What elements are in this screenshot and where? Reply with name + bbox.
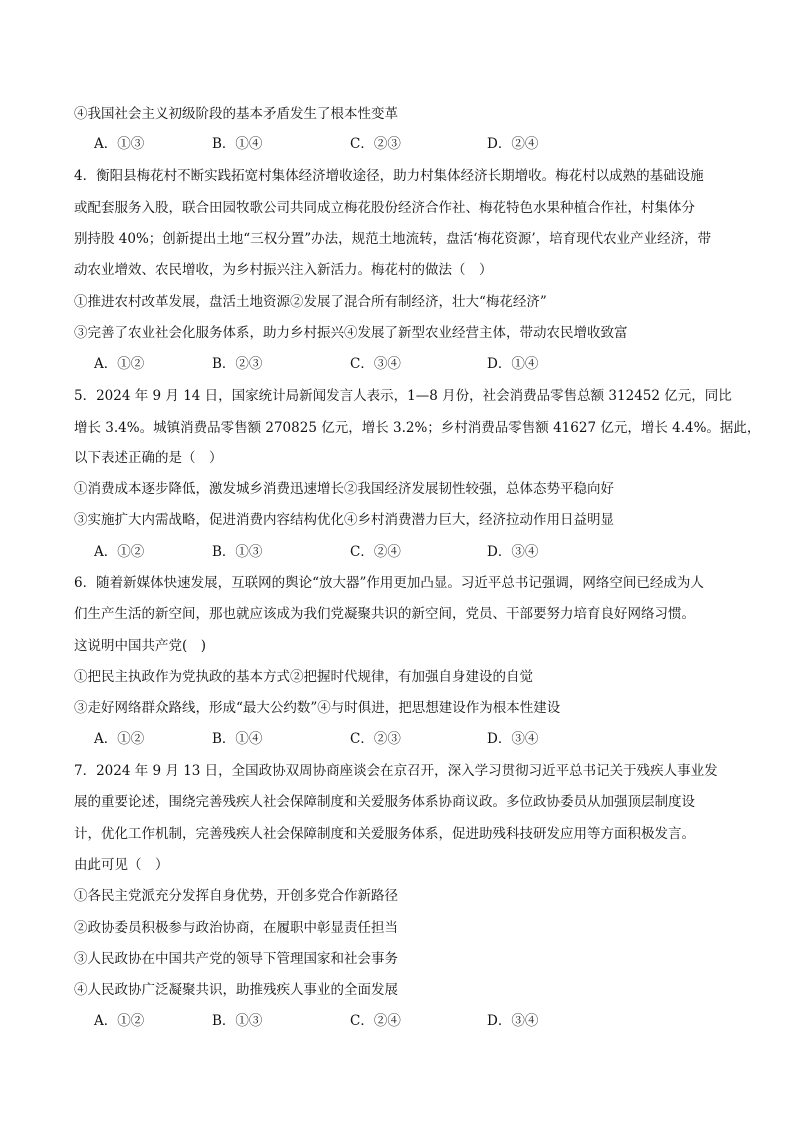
q3-option-c[interactable]: C．②③ xyxy=(350,136,401,152)
q4-option-b[interactable]: B．②③ xyxy=(212,356,263,372)
q6-stem-line1: 6．随着新媒体快速发展，互联网的舆论“放大器”作用更加凸显。习近平总书记强调，网络空间已经成为人 xyxy=(74,575,704,591)
q5-option-b[interactable]: B．①③ xyxy=(212,544,263,560)
q6-option-b[interactable]: B．①④ xyxy=(212,731,263,747)
q5-stem-line3: 以下表述正确的是（ ） xyxy=(74,450,223,466)
q5-statement-1: ①消费成本逐步降低，激发城乡消费迅速增长②我国经济发展韧性较强，总体态势平稳向好 xyxy=(74,481,614,497)
q4-option-d[interactable]: D．①④ xyxy=(487,356,539,372)
q4-statement-2: ③完善了农业社会化服务体系，助力乡村振兴④发展了新型农业经营主体，带动农民增收致富 xyxy=(74,325,628,341)
q4-option-a[interactable]: A．①② xyxy=(94,356,145,372)
q5-statement-2: ③实施扩大内需战略，促进消费内容结构优化④乡村消费潜力巨大，经济拉动作用日益明显 xyxy=(74,512,614,528)
q5-stem-line2: 增长 3.4%。城镇消费品零售额 270825 亿元，增长 3.2%；乡村消费品零售额 41627 亿元，增长 4.4%。据此， xyxy=(74,420,761,436)
q6-statement-1: ①把民主执政作为党执政的基本方式②把握时代规律，有加强自身建设的自觉 xyxy=(74,669,533,685)
q4-statement-1: ①推进农村改革发展，盘活土地资源②发展了混合所有制经济，壮大“梅花经济” xyxy=(74,294,547,310)
q3-option-d[interactable]: D．②④ xyxy=(487,136,539,152)
q7-statement-3: ③人民政协在中国共产党的领导下管理国家和社会事务 xyxy=(74,951,398,967)
q3-option-b[interactable]: B．①④ xyxy=(212,136,263,152)
q6-option-c[interactable]: C．②③ xyxy=(350,731,401,747)
q7-stem-line1: 7．2024 年 9 月 13 日，全国政协双周协商座谈会在京召开，深入学习贯彻习近平总书记关于残疾人事业发 xyxy=(74,763,718,779)
q6-option-d[interactable]: D．③④ xyxy=(487,731,539,747)
q7-option-c[interactable]: C．②④ xyxy=(350,1013,401,1029)
q7-statement-2: ②政协委员积极参与政治协商，在履职中彰显责任担当 xyxy=(74,920,398,936)
q7-stem-line4: 由此可见（ ） xyxy=(74,857,169,873)
q7-statement-4: ④人民政协广泛凝聚共识，助推残疾人事业的全面发展 xyxy=(74,982,398,998)
q5-option-d[interactable]: D．③④ xyxy=(487,544,539,560)
q5-stem-line1: 5．2024 年 9 月 14 日，国家统计局新闻发言人表示，1—8 月份，社会消费品零售总额 312452 亿元，同比 xyxy=(74,388,732,404)
q4-stem-line1: 4．衡阳县梅花村不断实践拓宽村集体经济增收途径，助力村集体经济长期增收。梅花村以成熟的基础设施 xyxy=(74,168,704,184)
q6-stem-line2: 们生产生活的新空间，那也就应该成为我们党凝聚共识的新空间，党员、干部要努力培育良好网络习惯。 xyxy=(74,606,695,622)
q7-option-d[interactable]: D．③④ xyxy=(487,1013,539,1029)
statement-4: ④我国社会主义初级阶段的基本矛盾发生了根本性变革 xyxy=(74,106,398,122)
q7-option-a[interactable]: A．①② xyxy=(94,1013,145,1029)
q4-stem-line2: 或配套服务入股，联合田园牧歌公司共同成立梅花股份经济合作社、梅花特色水果种植合作社，村集体分 xyxy=(74,200,695,216)
q6-stem-line3: 这说明中国共产党( ) xyxy=(74,638,207,654)
q6-option-a[interactable]: A．①② xyxy=(94,731,145,747)
q3-option-a[interactable]: A．①③ xyxy=(94,136,145,152)
q4-stem-line4: 动农业增效、农民增收，为乡村振兴注入新活力。梅花村的做法（ ） xyxy=(74,262,493,278)
q7-stem-line3: 计，优化工作机制，完善残疾人社会保障制度和关爱服务体系，促进助残科技研发应用等方面积极发言。 xyxy=(74,826,695,842)
q7-stem-line2: 展的重要论述，围绕完善残疾人社会保障制度和关爱服务体系协商议政。多位政协委员从加强顶层制度设 xyxy=(74,794,695,810)
q6-statement-2: ③走好网络群众路线，形成“最大公约数”④与时俱进，把思想建设作为根本性建设 xyxy=(74,700,561,716)
q7-statement-1: ①各民主党派充分发挥自身优势，开创多党合作新路径 xyxy=(74,888,398,904)
q4-stem-line3: 别持股 40%；创新提出土地“三权分置”办法，规范土地流转，盘活‘梅花资源’，培育现代农业产业经济，带 xyxy=(74,231,712,247)
q4-option-c[interactable]: C．③④ xyxy=(350,356,401,372)
q7-option-b[interactable]: B．①③ xyxy=(212,1013,263,1029)
q5-option-a[interactable]: A．①② xyxy=(94,544,145,560)
q5-option-c[interactable]: C．②④ xyxy=(350,544,401,560)
